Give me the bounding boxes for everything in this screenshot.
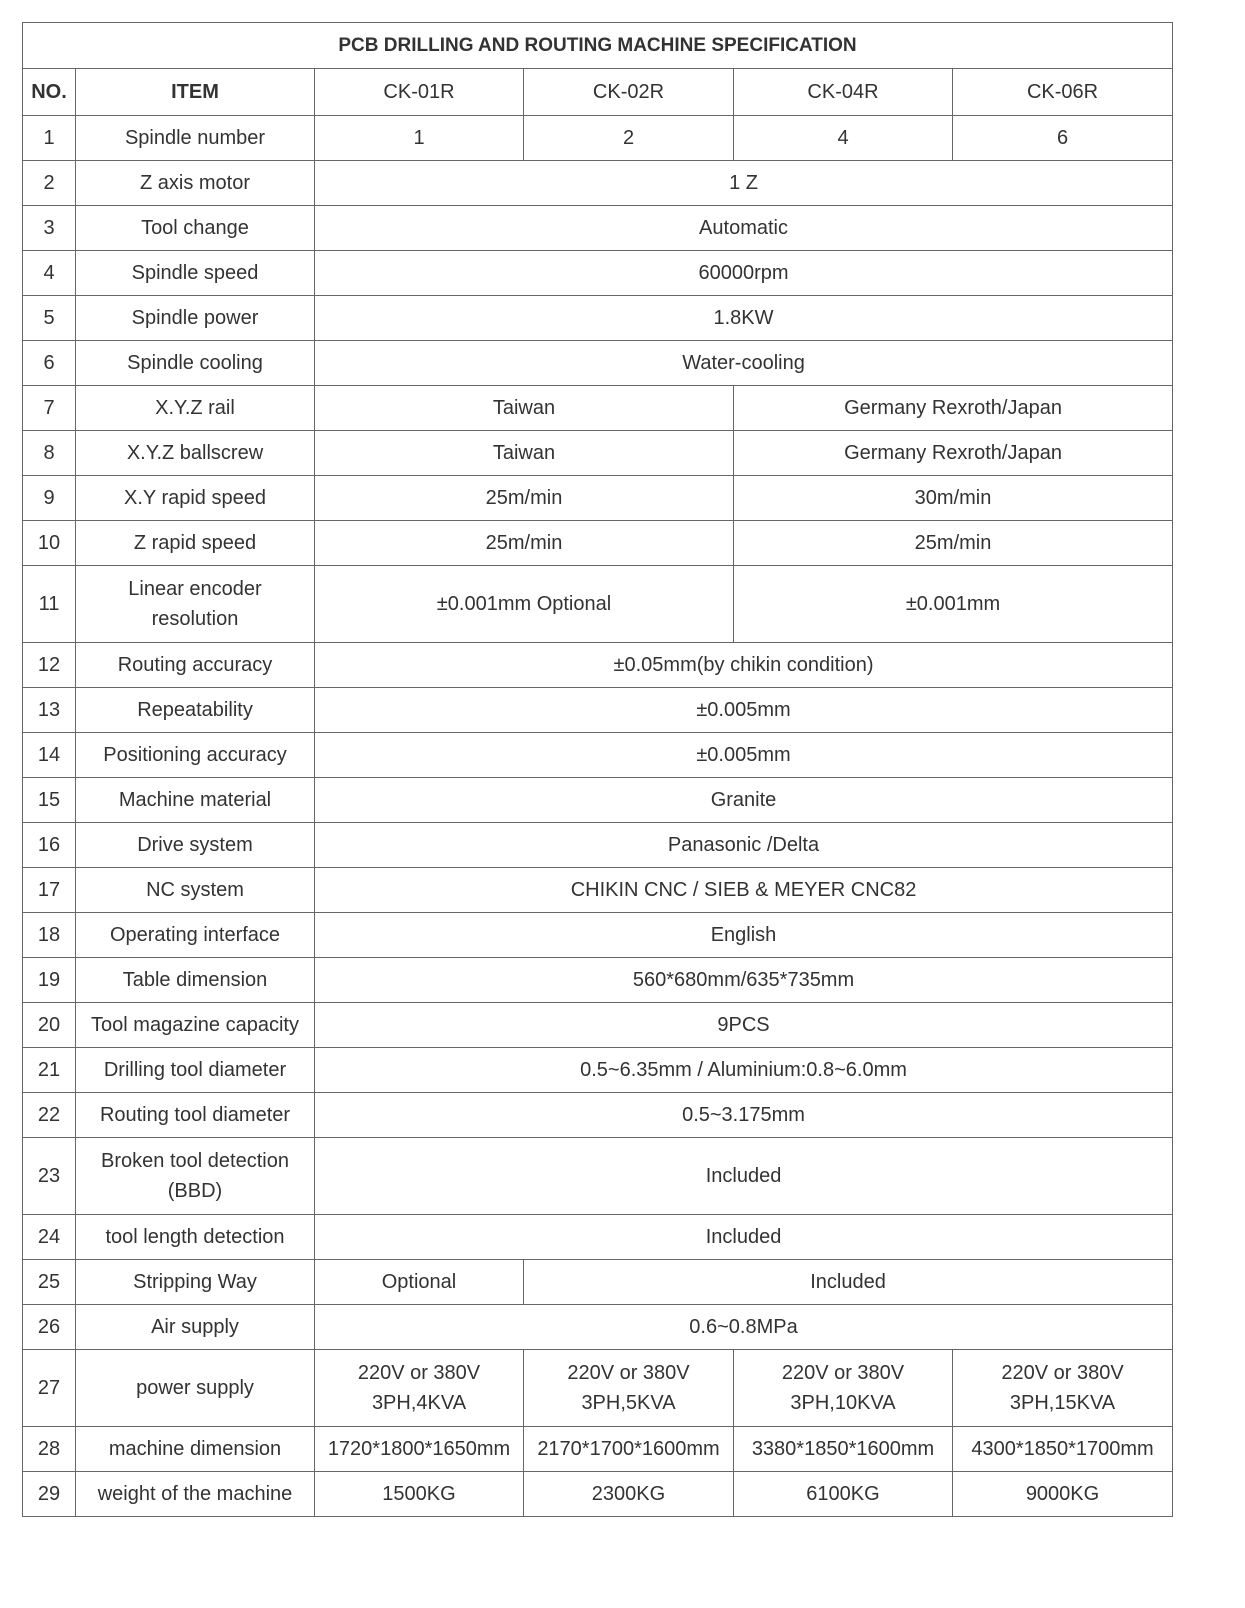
row-item	[76, 1138, 315, 1215]
row-value	[524, 1350, 734, 1427]
row-value: Included	[315, 1138, 1173, 1215]
row-item: Spindle speed	[76, 251, 315, 296]
row-number: 6	[23, 341, 76, 386]
header-item: ITEM	[76, 69, 315, 116]
row-value-line: 3PH,15KVA	[1009, 1392, 1116, 1414]
row-item-line: Linear encoder	[128, 578, 262, 600]
row-number: 29	[23, 1472, 76, 1517]
row-number: 28	[23, 1427, 76, 1472]
row-value-line: 220V or 380V	[567, 1362, 690, 1384]
row-value: 0.6~0.8MPa	[315, 1305, 1173, 1350]
row-value: 25m/min	[315, 521, 734, 566]
header-row	[23, 69, 1173, 116]
header-no: NO.	[23, 69, 76, 116]
row-item	[76, 566, 315, 643]
row-number: 15	[23, 778, 76, 823]
row-value: English	[315, 913, 1173, 958]
row-value: 560*680mm/635*735mm	[315, 958, 1173, 1003]
row-number: 10	[23, 521, 76, 566]
row-value: Granite	[315, 778, 1173, 823]
row-number: 23	[23, 1138, 76, 1215]
table-row	[23, 733, 1173, 778]
row-item: Routing accuracy	[76, 643, 315, 688]
table-row	[23, 1427, 1173, 1472]
row-number: 22	[23, 1093, 76, 1138]
row-number: 1	[23, 116, 76, 161]
row-number: 18	[23, 913, 76, 958]
row-value: 1	[315, 116, 524, 161]
row-item: Tool magazine capacity	[76, 1003, 315, 1048]
row-item: tool length detection	[76, 1215, 315, 1260]
row-value: 25m/min	[315, 476, 734, 521]
row-item: machine dimension	[76, 1427, 315, 1472]
row-number: 8	[23, 431, 76, 476]
row-number: 21	[23, 1048, 76, 1093]
row-value: Included	[524, 1260, 1173, 1305]
row-value: 60000rpm	[315, 251, 1173, 296]
row-item: X.Y.Z rail	[76, 386, 315, 431]
row-item: Positioning accuracy	[76, 733, 315, 778]
row-value: ±0.005mm	[315, 733, 1173, 778]
table-row	[23, 958, 1173, 1003]
row-item: Tool change	[76, 206, 315, 251]
table-row	[23, 1215, 1173, 1260]
row-item-line: (BBD)	[167, 1180, 223, 1202]
row-value: ±0.001mm	[734, 566, 1173, 643]
row-item: Repeatability	[76, 688, 315, 733]
row-value: 0.5~6.35mm / Aluminium:0.8~6.0mm	[315, 1048, 1173, 1093]
table-row	[23, 778, 1173, 823]
table-row	[23, 476, 1173, 521]
row-value: Germany Rexroth/Japan	[734, 386, 1173, 431]
row-item: Z axis motor	[76, 161, 315, 206]
table-row	[23, 521, 1173, 566]
row-item: Table dimension	[76, 958, 315, 1003]
row-number: 2	[23, 161, 76, 206]
header-model-ck-04r: CK-04R	[734, 69, 953, 116]
row-value: 6	[953, 116, 1173, 161]
row-item: Stripping Way	[76, 1260, 315, 1305]
row-value: Panasonic /Delta	[315, 823, 1173, 868]
row-value: 2	[524, 116, 734, 161]
row-value: 6100KG	[734, 1472, 953, 1517]
row-value: 1720*1800*1650mm	[315, 1427, 524, 1472]
row-number: 25	[23, 1260, 76, 1305]
row-value: 1 Z	[315, 161, 1173, 206]
table-row	[23, 868, 1173, 913]
table-row	[23, 1472, 1173, 1517]
row-item: Spindle number	[76, 116, 315, 161]
row-number: 27	[23, 1350, 76, 1427]
table-row	[23, 386, 1173, 431]
header-model-ck-02r: CK-02R	[524, 69, 734, 116]
row-number: 20	[23, 1003, 76, 1048]
table-row	[23, 823, 1173, 868]
table-row	[23, 116, 1173, 161]
row-value: ±0.05mm(by chikin condition)	[315, 643, 1173, 688]
row-item: Spindle power	[76, 296, 315, 341]
row-value: CHIKIN CNC / SIEB & MEYER CNC82	[315, 868, 1173, 913]
row-number: 4	[23, 251, 76, 296]
row-value: Taiwan	[315, 431, 734, 476]
table-row	[23, 688, 1173, 733]
table-row	[23, 206, 1173, 251]
row-value: 25m/min	[734, 521, 1173, 566]
row-number: 14	[23, 733, 76, 778]
row-value: Automatic	[315, 206, 1173, 251]
row-value	[734, 1350, 953, 1427]
row-item: Routing tool diameter	[76, 1093, 315, 1138]
row-number: 11	[23, 566, 76, 643]
row-number: 3	[23, 206, 76, 251]
table-row	[23, 1003, 1173, 1048]
header-model-ck-01r: CK-01R	[315, 69, 524, 116]
row-value: Optional	[315, 1260, 524, 1305]
row-value: 3380*1850*1600mm	[734, 1427, 953, 1472]
row-value: 2300KG	[524, 1472, 734, 1517]
row-number: 16	[23, 823, 76, 868]
table-row	[23, 161, 1173, 206]
row-value: Taiwan	[315, 386, 734, 431]
table-row	[23, 913, 1173, 958]
row-value: ±0.001mm Optional	[315, 566, 734, 643]
table-row	[23, 1138, 1173, 1215]
row-value: 9PCS	[315, 1003, 1173, 1048]
row-item: Drive system	[76, 823, 315, 868]
row-value	[315, 1350, 524, 1427]
spec-table	[22, 22, 1173, 1517]
table-row	[23, 341, 1173, 386]
row-number: 5	[23, 296, 76, 341]
row-value: 4300*1850*1700mm	[953, 1427, 1173, 1472]
row-value: ±0.005mm	[315, 688, 1173, 733]
row-number: 24	[23, 1215, 76, 1260]
row-value: 30m/min	[734, 476, 1173, 521]
row-number: 9	[23, 476, 76, 521]
row-number: 13	[23, 688, 76, 733]
table-row	[23, 1305, 1173, 1350]
row-number: 17	[23, 868, 76, 913]
row-value-line: 220V or 380V	[781, 1362, 905, 1384]
row-item: Spindle cooling	[76, 341, 315, 386]
header-model-ck-06r: CK-06R	[953, 69, 1173, 116]
title-row	[23, 23, 1173, 69]
row-item-line: Broken tool detection	[101, 1150, 289, 1172]
row-value: 2170*1700*1600mm	[524, 1427, 734, 1472]
row-number: 12	[23, 643, 76, 688]
row-item-line: resolution	[151, 608, 239, 630]
row-item: X.Y rapid speed	[76, 476, 315, 521]
row-value-line: 220V or 380V	[1001, 1362, 1124, 1384]
table-row	[23, 1350, 1173, 1427]
table-row	[23, 251, 1173, 296]
row-number: 19	[23, 958, 76, 1003]
table-row	[23, 1048, 1173, 1093]
row-value: 1.8KW	[315, 296, 1173, 341]
row-item: X.Y.Z ballscrew	[76, 431, 315, 476]
row-value-line: 3PH,10KVA	[790, 1392, 896, 1414]
row-item: Drilling tool diameter	[76, 1048, 315, 1093]
table-row	[23, 1093, 1173, 1138]
table-row	[23, 1260, 1173, 1305]
row-value: 1500KG	[315, 1472, 524, 1517]
row-item: Z rapid speed	[76, 521, 315, 566]
row-number: 26	[23, 1305, 76, 1350]
table-row	[23, 643, 1173, 688]
row-value: Water-cooling	[315, 341, 1173, 386]
table-row	[23, 296, 1173, 341]
row-item: Operating interface	[76, 913, 315, 958]
row-item: NC system	[76, 868, 315, 913]
row-value: 4	[734, 116, 953, 161]
row-value: Germany Rexroth/Japan	[734, 431, 1173, 476]
row-value-line: 220V or 380V	[357, 1362, 481, 1384]
row-value-line: 3PH,4KVA	[371, 1392, 467, 1414]
row-value: 9000KG	[953, 1472, 1173, 1517]
row-item: Air supply	[76, 1305, 315, 1350]
row-number: 7	[23, 386, 76, 431]
row-value-line: 3PH,5KVA	[581, 1392, 676, 1414]
row-value	[953, 1350, 1173, 1427]
table-row	[23, 566, 1173, 643]
row-item: power supply	[76, 1350, 315, 1427]
row-value: Included	[315, 1215, 1173, 1260]
row-item: Machine material	[76, 778, 315, 823]
row-item: weight of the machine	[76, 1472, 315, 1517]
table-title: PCB DRILLING AND ROUTING MACHINE SPECIFICATION	[23, 23, 1173, 69]
row-value: 0.5~3.175mm	[315, 1093, 1173, 1138]
table-row	[23, 431, 1173, 476]
